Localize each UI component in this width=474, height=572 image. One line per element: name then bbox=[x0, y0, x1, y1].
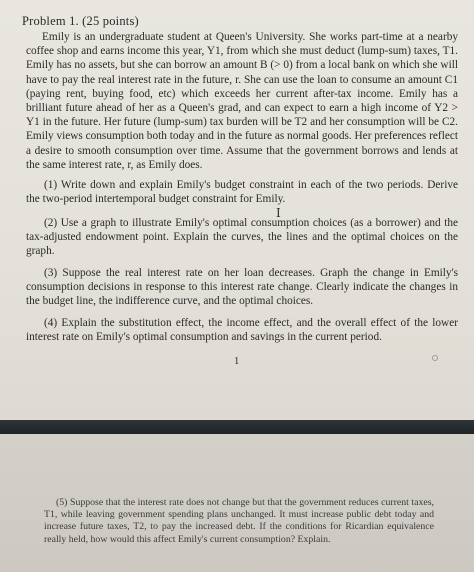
page-gap bbox=[0, 420, 474, 434]
question-3: (3) Suppose the real interest rate on her loan decreases. Graph the change in Emily's consumption decisions in response to this interest rate change. Clearly indicate the changes in the budget line, the indifference curve, and the optimal choices. bbox=[26, 267, 458, 308]
question-1: (1) Write down and explain Emily's budget constraint in each of the two periods. Derive the two-period intertemporal budget constraint for Emily. bbox=[26, 179, 458, 206]
question-4: (4) Explain the substitution effect, the income effect, and the overall effect of the lower interest rate on Emily's optimal consumption and savings in the current period. bbox=[26, 317, 458, 344]
question-2: (2) Use a graph to illustrate Emily's optimal consumption choices (as a borrower) and the tax-adjusted endowment point. Explain the curves, the lines and the optimal choices on the graph. bbox=[26, 217, 458, 258]
page-number: 1 bbox=[234, 356, 240, 367]
page-mark bbox=[432, 355, 438, 361]
question-5: (5) Suppose that the interest rate does not change but that the government reduces current taxes, T1, while leaving government spending plans unchanged. It must increase public debt today and increase future taxes, T2, to pay the increased debt. If the conditions for Ricardian equivalence really held, how would this affect Emily's current consumption? Explain. bbox=[44, 497, 434, 545]
problem-intro: Emily is an undergraduate student at Queen's University. She works part-time at a nearby coffee shop and earns income this year, Y1, from which she must deduct (lump-sum) taxes, T1. Emily has no assets, but she can borrow an amount B (> 0) from a local bank on which she will have to pay the real interest rate in the future, r. She can use the loan to consume an amount C1 (paying rent, buying food, etc) which exceeds her current after-tax income. Emily has a brilliant future ahead of her as a Queen's grad, and can expect to earn a high income of Y2 > Y1 in the future. Her future (lump-sum) tax burden will be T2 and her consumption will be C2. Emily views consumption both today and in the future as normal goods. Her preferences reflect a desire to smooth consumption over time. Assume that the government borrows and lends at the same interest rate, r, as Emily does. bbox=[26, 31, 458, 171]
text-cursor-icon: Ⅰ bbox=[276, 206, 281, 220]
problem-title: Problem 1. (25 points) bbox=[22, 14, 139, 28]
